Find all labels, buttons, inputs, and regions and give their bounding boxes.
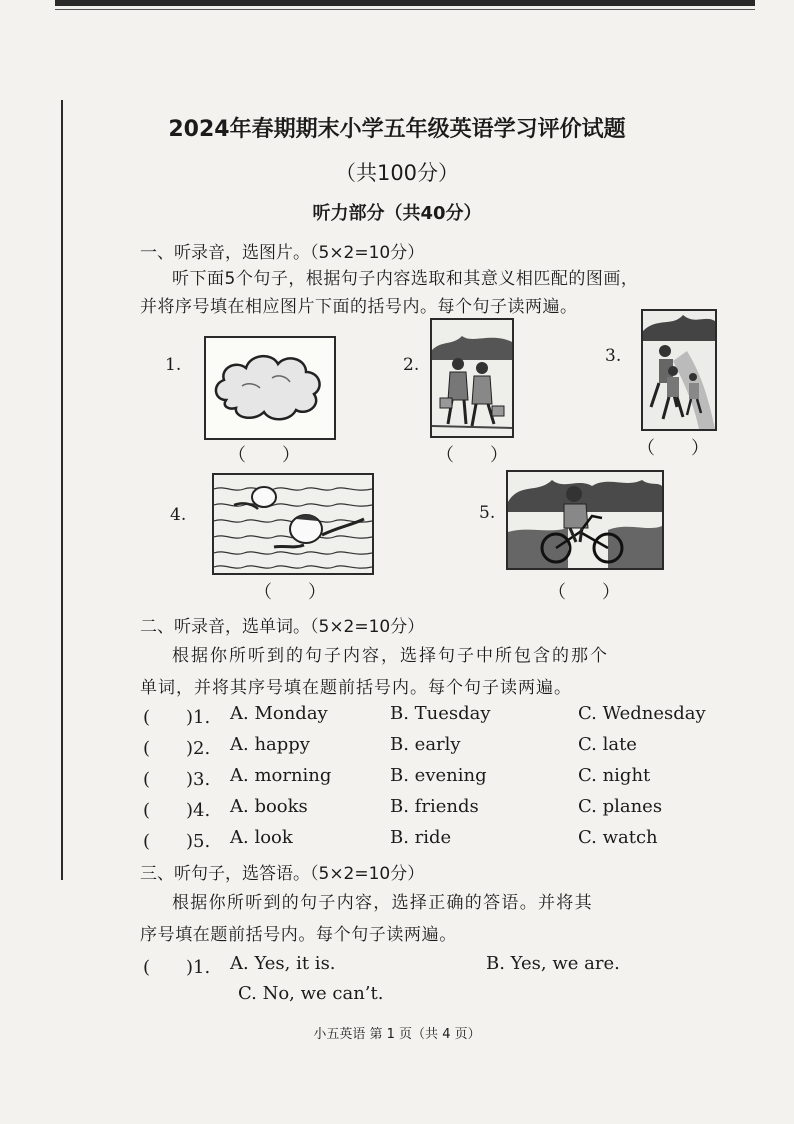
picture-5-answer-blank[interactable]: （ ）	[548, 582, 620, 603]
section-2-instruction-line2: 单词，并将其序号填在题前括号内。每个句子读两遍。	[140, 678, 572, 698]
picture-1-number: 1.	[165, 355, 182, 375]
section-1-instruction-line2: 并将序号填在相应图片下面的括号内。每个句子读两遍。	[140, 297, 578, 317]
option-b: B. Yes, we are.	[486, 953, 620, 974]
picture-2-number: 2.	[403, 355, 420, 375]
option-c: C. watch	[578, 827, 658, 848]
exam-title: 2024年春期期末小学五年级英语学习评价试题	[168, 117, 626, 142]
option-c: C. Wednesday	[578, 703, 706, 724]
people-carrying-picture	[430, 318, 514, 438]
option-a: A. books	[230, 796, 308, 817]
top-border-thin	[55, 9, 755, 10]
picture-5-number: 5.	[479, 503, 496, 523]
option-a: A. happy	[230, 734, 310, 755]
swimming-picture	[212, 473, 374, 575]
section-3-heading: 三、听句子，选答语。（5×2=10分）	[140, 864, 425, 884]
question-blank[interactable]: ( )2.	[143, 738, 211, 759]
section-1-heading: 一、听录音，选图片。（5×2=10分）	[140, 243, 425, 263]
section-2-heading: 二、听录音，选单词。（5×2=10分）	[140, 617, 425, 637]
question-blank[interactable]: ( )1.	[143, 957, 211, 978]
part-title: 听力部分（共40分）	[312, 203, 482, 224]
children-running-picture	[641, 309, 717, 431]
option-b: B. evening	[390, 765, 487, 786]
picture-1-answer-blank[interactable]: （ ）	[228, 445, 300, 466]
option-b: B. ride	[390, 827, 452, 848]
option-c: C. night	[578, 765, 651, 786]
picture-3-answer-blank[interactable]: （ ）	[637, 438, 709, 459]
top-border	[55, 0, 755, 6]
riding-bike-picture	[506, 470, 664, 570]
option-a: A. Monday	[230, 703, 328, 724]
section-2-instruction-line1: 根据你所听到的句子内容，选择句子中所包含的那个	[172, 646, 609, 666]
picture-4-answer-blank[interactable]: （ ）	[254, 582, 326, 603]
question-blank[interactable]: ( )1.	[143, 707, 211, 728]
option-b: B. Tuesday	[390, 703, 491, 724]
picture-2-answer-blank[interactable]: （ ）	[436, 445, 508, 466]
question-blank[interactable]: ( )4.	[143, 800, 211, 821]
section-3-instruction-line1: 根据你所听到的句子内容，选择正确的答语。并将其	[172, 893, 593, 913]
option-a: A. morning	[230, 765, 332, 786]
option-c: C. No, we can’t.	[238, 983, 384, 1004]
cloud-picture	[204, 336, 336, 440]
option-a: A. Yes, it is.	[230, 953, 336, 974]
page-footer: 小五英语 第 1 页（共 4 页）	[313, 1027, 481, 1042]
section-3-instruction-line2: 序号填在题前括号内。每个句子读两遍。	[140, 925, 457, 945]
question-blank[interactable]: ( )3.	[143, 769, 211, 790]
option-b: B. friends	[390, 796, 479, 817]
question-blank[interactable]: ( )5.	[143, 831, 211, 852]
option-a: A. look	[230, 827, 293, 848]
option-c: C. late	[578, 734, 637, 755]
option-c: C. planes	[578, 796, 663, 817]
picture-3-number: 3.	[605, 346, 622, 366]
picture-4-number: 4.	[170, 505, 187, 525]
section-1-instruction-line1: 听下面5个句子，根据句子内容选取和其意义相匹配的图画，	[172, 269, 639, 289]
total-score: （共100分）	[334, 161, 460, 185]
option-b: B. early	[390, 734, 461, 755]
